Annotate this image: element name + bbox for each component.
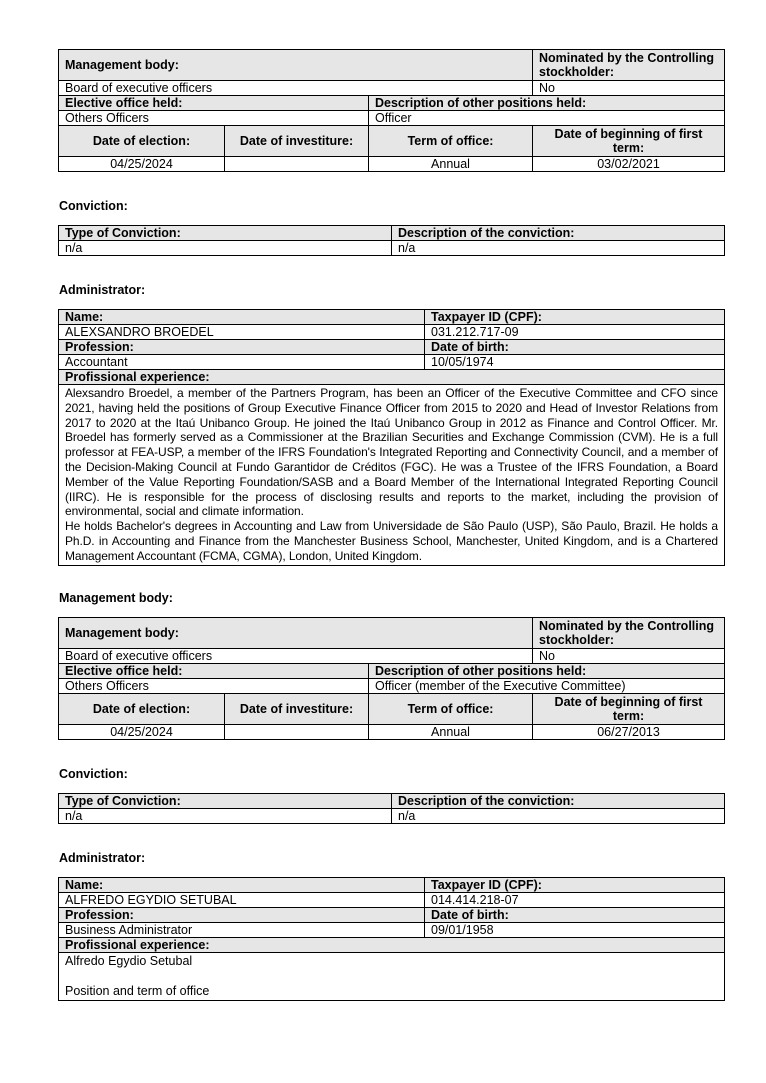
admin-experience-text: Alfredo Egydio Setubal Position and term of office xyxy=(59,953,725,1001)
admin-birth-label: Date of birth: xyxy=(425,908,725,923)
elective-office-value: Others Officers xyxy=(59,111,369,126)
admin-name-value: ALEXSANDRO BROEDEL xyxy=(59,325,425,340)
other-positions-label: Description of other positions held: xyxy=(369,96,725,111)
administrator-table-1 xyxy=(58,309,725,566)
nominated-label: Nominated by the Controlling stockholder: xyxy=(533,618,725,649)
management-body-label: Management body: xyxy=(59,618,533,649)
admin-cpf-label: Taxpayer ID (CPF): xyxy=(425,310,725,325)
first-term-label: Date of beginning of first term: xyxy=(533,126,725,157)
elective-office-label: Elective office held: xyxy=(59,96,369,111)
conviction-title: Conviction: xyxy=(59,767,128,781)
conviction-desc-label: Description of the conviction: xyxy=(392,226,725,241)
date-election-label: Date of election: xyxy=(59,694,225,725)
admin-experience-label: Profissional experience: xyxy=(59,370,725,385)
date-investiture-label: Date of investiture: xyxy=(225,694,369,725)
conviction-desc-value: n/a xyxy=(392,241,725,256)
other-positions-value: Officer (member of the Executive Committee) xyxy=(369,679,725,694)
conviction-table-2 xyxy=(58,793,725,824)
first-term-value: 06/27/2013 xyxy=(533,725,725,740)
admin-name-label: Name: xyxy=(59,878,425,893)
conviction-desc-label: Description of the conviction: xyxy=(392,794,725,809)
admin-cpf-value: 031.212.717-09 xyxy=(425,325,725,340)
date-election-value: 04/25/2024 xyxy=(59,157,225,172)
management-body-title: Management body: xyxy=(59,591,173,605)
elective-office-label: Elective office held: xyxy=(59,664,369,679)
admin-name-label: Name: xyxy=(59,310,425,325)
admin-profession-value: Business Administrator xyxy=(59,923,425,938)
nominated-value: No xyxy=(533,81,725,96)
conviction-desc-value: n/a xyxy=(392,809,725,824)
management-body-label: Management body: xyxy=(59,50,533,81)
other-positions-value: Officer xyxy=(369,111,725,126)
admin-profession-label: Profession: xyxy=(59,908,425,923)
conviction-type-label: Type of Conviction: xyxy=(59,794,392,809)
date-investiture-value xyxy=(225,725,369,740)
administrator-title: Administrator: xyxy=(59,851,146,865)
administrator-table-2 xyxy=(58,877,725,1001)
term-value: Annual xyxy=(369,157,533,172)
management-body-value: Board of executive officers xyxy=(59,649,533,664)
elective-office-value: Others Officers xyxy=(59,679,369,694)
conviction-type-label: Type of Conviction: xyxy=(59,226,392,241)
management-body-table-2 xyxy=(58,617,725,740)
nominated-label: Nominated by the Controlling stockholder: xyxy=(533,50,725,81)
conviction-title: Conviction: xyxy=(59,199,128,213)
admin-experience-text: Alexsandro Broedel, a member of the Partners Program, has been an Officer of the Executive Committee and CFO since 2021, having held the positions of Group Executive Finance Officer from 2015 to 2020 and Head of Investor Relations from 2017 to 2020 at the Itaú Unibanco Group. He joined the Itaú Unibanco Group in 2012 as Finance and Control Officer. Mr. Broedel has formerly served as a Commissioner at the Brazilian Securities and Exchange Commission (CVM). He is a full professor at FEA-USP, a member of the IFRS Foundation's Integrated Reporting and Connectivity Council, and a member of the Decision-Making Council at Fundo Garantidor de Créditos (FGC). He was a Trustee of the IFRS Foundation, a Board Member of the Value Reporting Foundation/SASB and a Board Member of the International Integrated Reporting Council (IIRC). He is responsible for the process of disclosing results and reports to the market, including the provision of environmental, social and climate information. He holds Bachelor's degrees in Accounting and Law from Universidade de São Paulo (USP), São Paulo, Brazil. He holds a Ph.D. in Accounting and Finance from the Manchester Business School, Manchester, United Kingdom, and is a Chartered Management Accountant (FCMA, CGMA), London, United Kingdom. xyxy=(59,385,725,566)
other-positions-label: Description of other positions held: xyxy=(369,664,725,679)
first-term-value: 03/02/2021 xyxy=(533,157,725,172)
conviction-type-value: n/a xyxy=(59,241,392,256)
conviction-type-value: n/a xyxy=(59,809,392,824)
date-investiture-label: Date of investiture: xyxy=(225,126,369,157)
date-investiture-value xyxy=(225,157,369,172)
admin-birth-value: 10/05/1974 xyxy=(425,355,725,370)
admin-birth-label: Date of birth: xyxy=(425,340,725,355)
nominated-value: No xyxy=(533,649,725,664)
term-label: Term of office: xyxy=(369,694,533,725)
admin-profession-label: Profession: xyxy=(59,340,425,355)
term-value: Annual xyxy=(369,725,533,740)
admin-cpf-value: 014.414.218-07 xyxy=(425,893,725,908)
term-label: Term of office: xyxy=(369,126,533,157)
date-election-label: Date of election: xyxy=(59,126,225,157)
administrator-title: Administrator: xyxy=(59,283,146,297)
management-body-value: Board of executive officers xyxy=(59,81,533,96)
management-body-table-1 xyxy=(58,49,725,172)
admin-name-value: ALFREDO EGYDIO SETUBAL xyxy=(59,893,425,908)
conviction-table-1 xyxy=(58,225,725,256)
admin-cpf-label: Taxpayer ID (CPF): xyxy=(425,878,725,893)
admin-birth-value: 09/01/1958 xyxy=(425,923,725,938)
admin-profession-value: Accountant xyxy=(59,355,425,370)
first-term-label: Date of beginning of first term: xyxy=(533,694,725,725)
admin-experience-label: Profissional experience: xyxy=(59,938,725,953)
date-election-value: 04/25/2024 xyxy=(59,725,225,740)
